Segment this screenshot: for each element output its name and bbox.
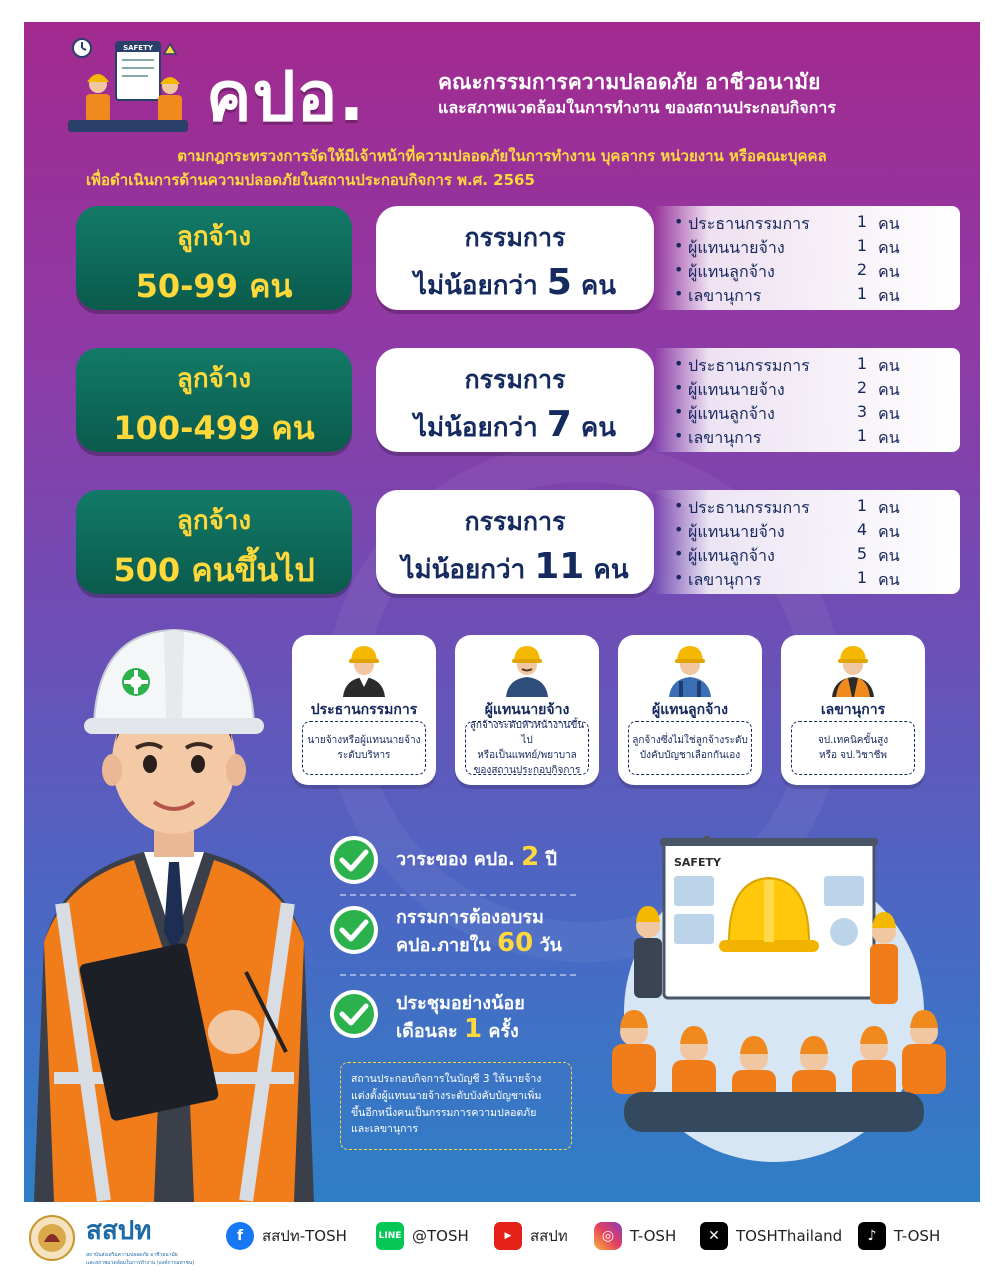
role-card-employee-rep — [618, 635, 762, 785]
tier-1-committee-min: ไม่น้อยกว่า 5 คน — [413, 262, 617, 303]
chairman-avatar-icon — [339, 641, 389, 697]
header-safety-illustration — [68, 34, 188, 134]
ministry-seal-icon — [28, 1214, 76, 1262]
tier-2-employee-box — [76, 348, 352, 452]
instagram-link[interactable]: ◎ T-OSH — [594, 1222, 676, 1250]
agency-subtitle-1: สถาบันส่งเสริมความปลอดภัย อาชีวอนามัย — [86, 1252, 178, 1258]
role-name: ผู้แทนลูกจ้าง — [652, 702, 728, 718]
x-icon: ✕ — [700, 1222, 728, 1250]
training-requirement-line-2: คปอ.ภายใน 60 วัน — [396, 928, 562, 958]
employee-rep-avatar-icon — [665, 641, 715, 697]
list-item: • ผู้แทนลูกจ้าง 3 คน — [674, 402, 900, 423]
intro-line-2: เพื่อดำเนินการด้านความปลอดภัยในสถานประกอบกิจการ พ.ศ. 2565 — [86, 171, 535, 189]
tier-3-employee-box — [76, 490, 352, 594]
safety-meeting-illustration — [584, 822, 964, 1162]
line-link[interactable]: LINE @TOSH — [376, 1222, 469, 1250]
role-card-chairman — [292, 635, 436, 785]
tier-1-committee-box — [376, 206, 654, 310]
header-sign-text: SAFETY — [123, 44, 153, 52]
meeting-board-label: SAFETY — [674, 856, 721, 869]
role-description: ลูกจ้างระดับหัวหน้างานขึ้นไป หรือเป็นแพทย์/พยาบาล ของสถานประกอบกิจการ — [465, 721, 589, 775]
term-of-office-text: วาระของ คปอ. 2 ปี — [396, 842, 557, 872]
subtitle-line-2: และสภาพแวดล้อมในการทำงาน ของสถานประกอบกิจการ — [438, 98, 836, 117]
list-item: • เลขานุการ 1 คน — [674, 284, 900, 305]
facebook-icon: f — [226, 1222, 254, 1250]
tiktok-link[interactable]: ♪ T-OSH — [858, 1222, 940, 1250]
x-link[interactable]: ✕ TOSHThailand — [700, 1222, 842, 1250]
tier-3-employee-label: ลูกจ้าง — [176, 506, 252, 536]
tier-3-committee-box — [376, 490, 654, 594]
role-description: ลูกจ้างซึ่งไม่ใช่ลูกจ้างระดับ บังคับบัญชาเลือกกันเอง — [628, 721, 752, 775]
role-card-secretary — [781, 635, 925, 785]
role-description: นายจ้างหรือผู้แทนนายจ้าง ระดับบริหาร — [302, 721, 426, 775]
agency-subtitle-2: และสภาพแวดล้อมในการทำงาน (องค์การมหาชน) — [86, 1260, 195, 1266]
list-item: • ประธานกรรมการ 1 คน — [674, 496, 900, 517]
divider — [340, 974, 576, 976]
safety-officer-illustration — [24, 612, 324, 1202]
meeting-requirement-line-1: ประชุมอย่างน้อย — [396, 993, 525, 1014]
page-title: คปอ. — [206, 58, 366, 137]
list-item: • ผู้แทนนายจ้าง 2 คน — [674, 378, 900, 399]
agency-logo — [86, 1210, 206, 1270]
agency-logo-text: สสปท — [86, 1216, 152, 1246]
tier-3-member-list — [654, 490, 960, 594]
category-3-note: สถานประกอบกิจการในบัญชี 3 ให้นายจ้าง แต่งตั้งผู้แทนนายจ้างระดับบังคับบัญชาเพิ่ม ขึ้นอีกหนึ่งคนเป็นกรรมการความปลอดภัย และเลขานุการ — [340, 1062, 572, 1150]
tier-1-member-list — [654, 206, 960, 310]
role-name: ประธานกรรมการ — [310, 702, 418, 718]
tier-2-employee-range: 100-499 คน — [113, 409, 315, 447]
divider — [340, 894, 576, 896]
tier-1-employee-label: ลูกจ้าง — [176, 222, 252, 252]
tier-2-committee-box — [376, 348, 654, 452]
intro-line-1: ตามกฎกระทรวงการจัดให้มีเจ้าหน้าที่ความปลอดภัยในการทำงาน บุคลากร หน่วยงาน หรือคณะบุคคล — [177, 147, 827, 165]
tier-2-member-list — [654, 348, 960, 452]
secretary-avatar-icon — [828, 641, 878, 697]
check-icon — [330, 836, 378, 884]
employer-rep-avatar-icon — [502, 641, 552, 697]
tier-2-employee-label: ลูกจ้าง — [176, 364, 252, 394]
facebook-link[interactable]: f สสปท-TOSH — [226, 1222, 347, 1250]
role-name: ผู้แทนนายจ้าง — [484, 702, 570, 718]
poster — [24, 22, 980, 1202]
list-item: • ผู้แทนลูกจ้าง 2 คน — [674, 260, 900, 281]
instagram-icon: ◎ — [594, 1222, 622, 1250]
tier-2-committee-label: กรรมการ — [464, 365, 566, 394]
list-item: • ประธานกรรมการ 1 คน — [674, 212, 900, 233]
tier-1-employee-box — [76, 206, 352, 310]
list-item: • ผู้แทนนายจ้าง 1 คน — [674, 236, 900, 257]
youtube-icon: ▶ — [494, 1222, 522, 1250]
list-item: • ผู้แทนลูกจ้าง 5 คน — [674, 544, 900, 565]
list-item: • เลขานุการ 1 คน — [674, 426, 900, 447]
tier-1-employee-range: 50-99 คน — [135, 267, 293, 305]
check-icon — [330, 906, 378, 954]
list-item: • ประธานกรรมการ 1 คน — [674, 354, 900, 375]
role-name: เลขานุการ — [820, 702, 886, 718]
tier-3-committee-min: ไม่น้อยกว่า 11 คน — [401, 546, 629, 587]
role-description: จป.เทคนิคขั้นสูง หรือ จป.วิชาชีพ — [791, 721, 915, 775]
list-item: • ผู้แทนนายจ้าง 4 คน — [674, 520, 900, 541]
tiktok-icon: ♪ — [858, 1222, 886, 1250]
tier-1-committee-label: กรรมการ — [464, 223, 566, 252]
role-card-employer-rep — [455, 635, 599, 785]
youtube-link[interactable]: ▶ สสปท — [494, 1222, 568, 1250]
line-icon: LINE — [376, 1222, 404, 1250]
subtitle-line-1: คณะกรรมการความปลอดภัย อาชีวอนามัย — [438, 70, 821, 94]
tier-2-committee-min: ไม่น้อยกว่า 7 คน — [413, 404, 617, 445]
meeting-requirement-line-2: เดือนละ 1 ครั้ง — [396, 1014, 519, 1044]
check-icon — [330, 990, 378, 1038]
list-item: • เลขานุการ 1 คน — [674, 568, 900, 589]
tier-3-committee-label: กรรมการ — [464, 507, 566, 536]
training-requirement-line-1: กรรมการต้องอบรม — [396, 907, 544, 928]
tier-3-employee-range: 500 คนขึ้นไป — [113, 551, 315, 589]
